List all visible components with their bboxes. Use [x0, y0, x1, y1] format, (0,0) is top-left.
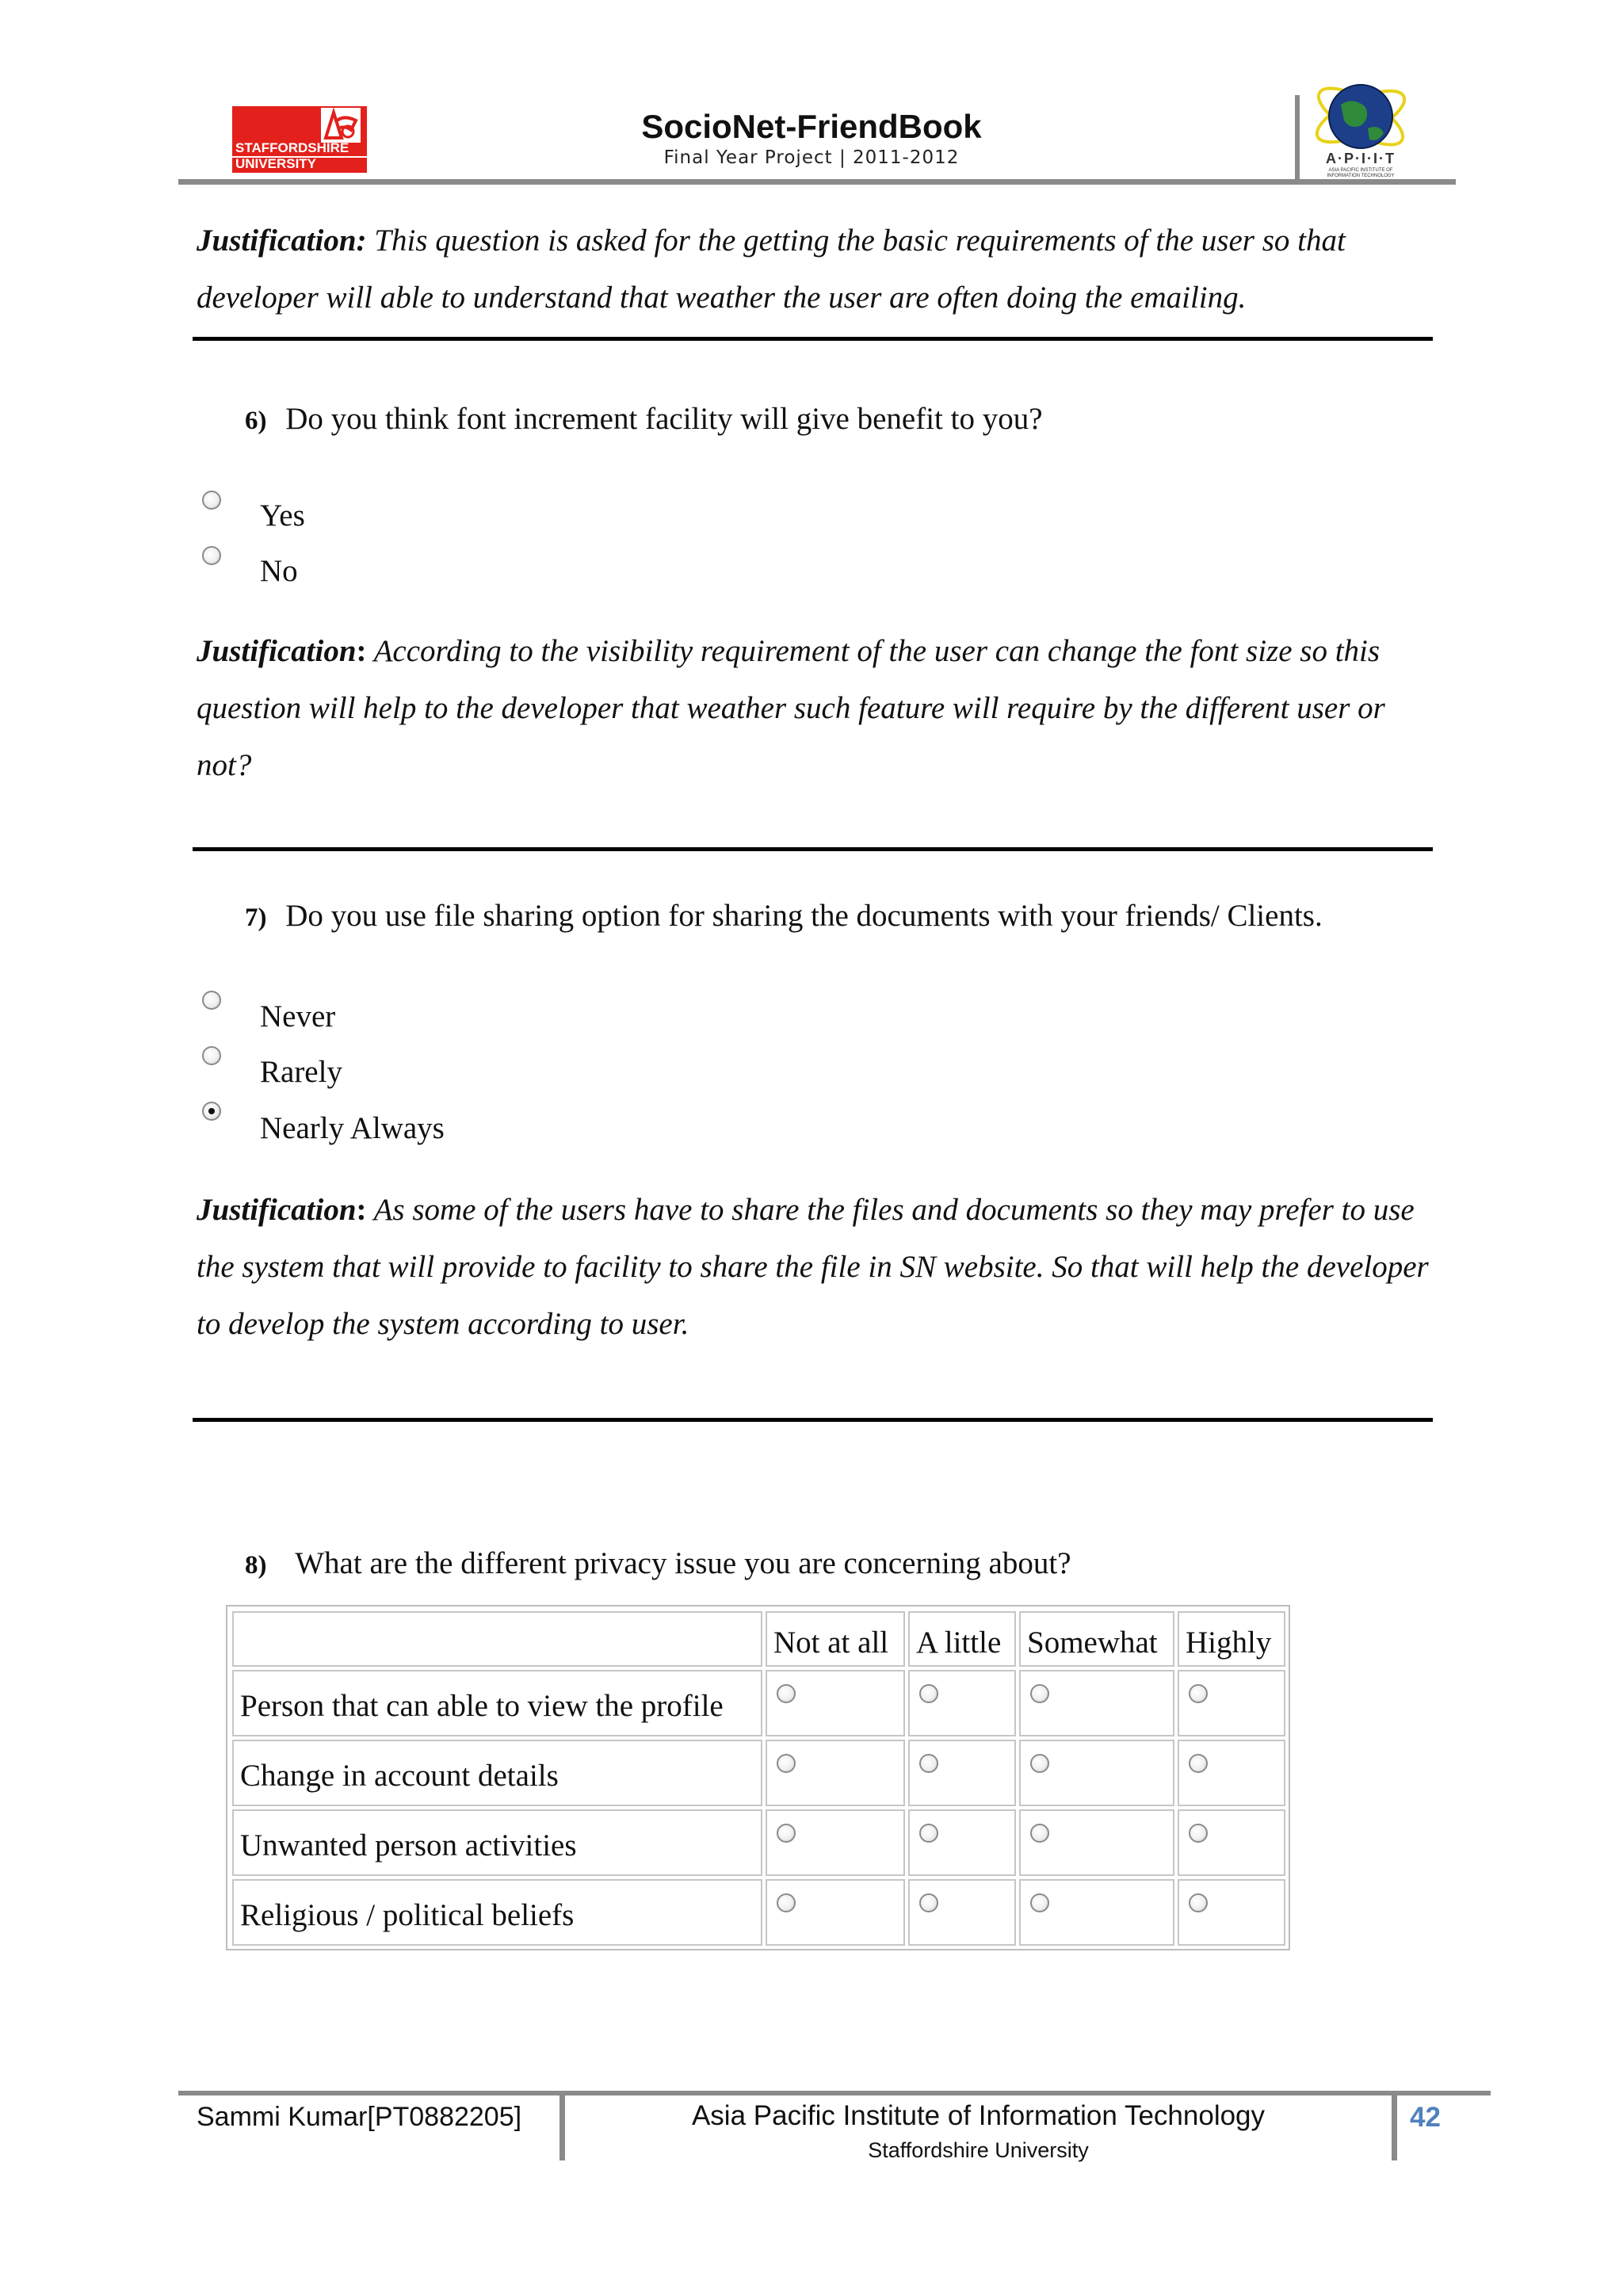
option-label: Rarely — [260, 1055, 342, 1089]
table-row-label: Person that can able to view the profile — [232, 1670, 762, 1736]
section-divider — [193, 847, 1433, 851]
radio-nearly-always[interactable] — [202, 1102, 221, 1121]
radio-a-little[interactable] — [919, 1893, 938, 1912]
radio-a-little[interactable] — [919, 1684, 938, 1703]
justification-colon: : — [356, 1193, 367, 1227]
radio-no[interactable] — [202, 546, 221, 565]
table-header-cell: Somewhat — [1019, 1611, 1174, 1667]
footer-institute: Asia Pacific Institute of Information Technology — [691, 2100, 1266, 2131]
radio-highly[interactable] — [1189, 1754, 1208, 1773]
q7-justification — [197, 1182, 1441, 1353]
option-label: No — [260, 554, 298, 588]
radio-highly[interactable] — [1189, 1824, 1208, 1843]
option-label: Never — [260, 999, 336, 1033]
question-7 — [245, 898, 1323, 934]
table-cell — [766, 1809, 905, 1876]
radio-not-at-all[interactable] — [777, 1684, 796, 1703]
justification-text: This question is asked for the getting the basic requirements of the user so that developer will able to understand that weather the user are often doing the emailing. — [197, 223, 1346, 315]
table-cell — [1019, 1670, 1174, 1736]
question-number: 7) — [245, 904, 267, 932]
question-text: Do you use file sharing option for sharing the documents with your friends/ Clients. — [285, 899, 1323, 933]
radio-not-at-all[interactable] — [777, 1824, 796, 1843]
table-cell — [908, 1670, 1016, 1736]
apiit-globe-logo — [1309, 73, 1412, 178]
q6-justification — [197, 623, 1441, 794]
justification-colon: : — [356, 634, 367, 668]
table-cell — [908, 1809, 1016, 1876]
footer-author: Sammi Kumar[PT0882205] — [197, 2102, 522, 2132]
question-text: Do you think font increment facility will give benefit to you? — [285, 402, 1043, 436]
table-row-label: Change in account details — [232, 1740, 762, 1806]
section-divider — [193, 337, 1433, 341]
document-subtitle: Final Year Project | 2011-2012 — [663, 147, 960, 168]
justification-label: Justification — [197, 634, 357, 668]
table-cell — [908, 1879, 1016, 1946]
radio-not-at-all[interactable] — [777, 1893, 796, 1912]
header-rule — [178, 179, 1456, 185]
justification-label: Justification — [197, 1193, 357, 1227]
justification-text: According to the visibility requirement of the user can change the font size so this question will help to the developer that weather such feature will require by the different user or not? — [197, 634, 1385, 782]
footer-divider — [1392, 2092, 1397, 2160]
radio-somewhat[interactable] — [1030, 1824, 1049, 1843]
radio-rarely[interactable] — [202, 1046, 221, 1065]
footer-rule — [178, 2091, 1491, 2095]
table-cell — [1019, 1740, 1174, 1806]
radio-yes[interactable] — [202, 491, 221, 510]
question-8 — [245, 1545, 1071, 1581]
question-text: What are the different privacy issue you are concerning about? — [295, 1546, 1071, 1580]
table-header-cell — [232, 1611, 762, 1667]
radio-a-little[interactable] — [919, 1824, 938, 1843]
question-6 — [245, 401, 1043, 437]
svg-text:ASIA PACIFIC INSTITUTE OF: ASIA PACIFIC INSTITUTE OF — [1328, 168, 1393, 173]
radio-never[interactable] — [202, 991, 221, 1010]
question-number: 6) — [245, 407, 267, 435]
table-cell — [1178, 1809, 1285, 1876]
q5-justification — [197, 212, 1441, 327]
svg-text:STAFFORDSHIRE: STAFFORDSHIRE — [235, 140, 349, 155]
table-row-label: Religious / political beliefs — [232, 1879, 762, 1946]
svg-text:UNIVERSITY: UNIVERSITY — [235, 156, 317, 171]
privacy-matrix-table — [226, 1605, 1290, 1950]
document-title: SocioNet-FriendBook — [641, 108, 982, 145]
table-row-label: Unwanted person activities — [232, 1809, 762, 1876]
footer-university: Staffordshire University — [868, 2138, 1089, 2162]
table-cell — [1019, 1879, 1174, 1946]
table-cell — [766, 1740, 905, 1806]
radio-somewhat[interactable] — [1030, 1684, 1049, 1703]
table-cell — [766, 1670, 905, 1736]
radio-a-little[interactable] — [919, 1754, 938, 1773]
radio-highly[interactable] — [1189, 1893, 1208, 1912]
question-number: 8) — [245, 1551, 267, 1580]
radio-somewhat[interactable] — [1030, 1754, 1049, 1773]
footer-divider — [559, 2092, 565, 2160]
table-cell — [908, 1740, 1016, 1806]
table-cell — [766, 1879, 905, 1946]
justification-label: Justification: — [197, 223, 367, 258]
table-header-cell: Not at all — [766, 1611, 905, 1667]
table-cell — [1178, 1879, 1285, 1946]
section-divider — [193, 1418, 1433, 1422]
table-header-cell: Highly — [1178, 1611, 1285, 1667]
radio-not-at-all[interactable] — [777, 1754, 796, 1773]
apiit-logo-text: A·P·I·I·T — [1326, 151, 1396, 166]
table-cell — [1019, 1809, 1174, 1876]
radio-highly[interactable] — [1189, 1684, 1208, 1703]
header-divider — [1295, 95, 1300, 181]
table-cell — [1178, 1670, 1285, 1736]
table-cell — [1178, 1740, 1285, 1806]
option-label: Yes — [260, 499, 305, 533]
option-label: Nearly Always — [260, 1111, 445, 1145]
table-header-cell: A little — [908, 1611, 1016, 1667]
page-number: 42 — [1410, 2102, 1441, 2133]
svg-text:INFORMATION TECHNOLOGY: INFORMATION TECHNOLOGY — [1327, 174, 1395, 178]
radio-somewhat[interactable] — [1030, 1893, 1049, 1912]
justification-text: As some of the users have to share the files and documents so they may prefer to use the system that will provide to facility to share the file in SN website. So that will help the developer to develop the system according to user. — [197, 1193, 1429, 1341]
